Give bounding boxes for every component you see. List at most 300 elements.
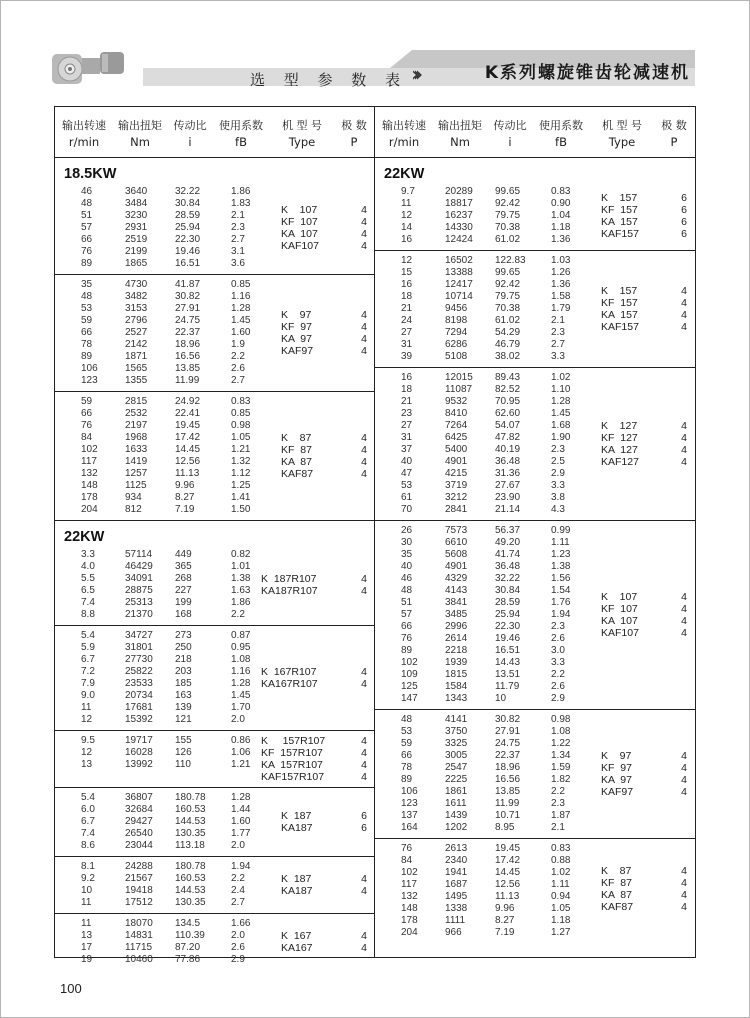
pole-count: 4 — [361, 204, 367, 216]
cell-service-factor: 1.82 — [551, 774, 571, 785]
cell-torque: 36807 — [125, 792, 153, 803]
cell-ratio: 126 — [175, 747, 192, 758]
cell-torque: 6286 — [445, 339, 468, 350]
cell-torque: 13992 — [125, 759, 153, 770]
table-row-group — [55, 182, 374, 275]
cell-ratio: 79.75 — [495, 291, 521, 302]
model-type-entry — [261, 585, 371, 597]
cell-service-factor: 2.2 — [231, 351, 245, 362]
cell-service-factor: 1.41 — [231, 492, 251, 503]
cell-service-factor: 0.94 — [551, 891, 571, 902]
model-type-entry — [261, 333, 371, 345]
cell-speed: 48 — [401, 714, 413, 725]
model-type: KA 87 — [601, 889, 632, 901]
cell-torque: 5400 — [445, 444, 468, 455]
cell-ratio: 273 — [175, 630, 192, 641]
cell-torque: 3640 — [125, 186, 148, 197]
cell-torque: 27730 — [125, 654, 153, 665]
table-row-group — [375, 182, 695, 251]
cell-torque: 57114 — [125, 549, 153, 560]
cell-ratio: 61.02 — [495, 315, 521, 326]
model-type-entry — [261, 240, 371, 252]
model-type: K 187 — [281, 810, 312, 822]
section-subtitle: 选 型 参 数 表 — [250, 71, 408, 89]
table-row-group — [55, 914, 374, 970]
cell-service-factor: 4.3 — [551, 504, 565, 515]
model-type: KA187 — [281, 885, 313, 897]
cell-ratio: 24.92 — [175, 396, 201, 407]
cell-speed: 48 — [81, 198, 93, 209]
cell-torque: 1633 — [125, 444, 148, 455]
cell-torque: 2614 — [445, 633, 468, 644]
pole-count: 4 — [361, 432, 367, 444]
pole-count: 4 — [681, 603, 687, 615]
cell-service-factor: 2.9 — [551, 468, 565, 479]
cell-ratio: 180.78 — [175, 861, 206, 872]
model-type: K 187 — [281, 873, 312, 885]
pole-count: 4 — [681, 750, 687, 762]
pole-count: 6 — [681, 216, 687, 228]
model-type: KAF97 — [281, 345, 314, 357]
cell-ratio: 99.65 — [495, 267, 521, 278]
cell-torque: 5108 — [445, 351, 468, 362]
cell-service-factor: 0.87 — [231, 630, 251, 641]
cell-speed: 30 — [401, 537, 413, 548]
cell-speed: 18 — [401, 291, 413, 302]
cell-speed: 46 — [81, 186, 93, 197]
cell-speed: 6.7 — [81, 816, 95, 827]
model-type: KA 157 — [601, 216, 638, 228]
cell-torque: 1584 — [445, 681, 468, 692]
model-type-entry — [581, 901, 691, 913]
cell-torque: 29427 — [125, 816, 153, 827]
cell-torque: 3153 — [125, 303, 148, 314]
cell-torque: 11087 — [445, 384, 473, 395]
cell-ratio: 32.22 — [175, 186, 201, 197]
header-poles: 极 数 — [661, 119, 687, 132]
cell-torque: 3482 — [125, 291, 148, 302]
cell-speed: 76 — [81, 246, 93, 257]
cell-ratio: 7.19 — [175, 504, 195, 515]
cell-torque: 2996 — [445, 621, 468, 632]
cell-speed: 27 — [401, 327, 413, 338]
model-type-entry — [261, 216, 371, 228]
cell-torque: 3212 — [445, 492, 468, 503]
pole-count: 4 — [681, 444, 687, 456]
model-type-list — [261, 182, 371, 274]
cell-service-factor: 2.1 — [231, 210, 245, 221]
cell-speed: 7.4 — [81, 828, 95, 839]
cell-torque: 16028 — [125, 747, 153, 758]
cell-service-factor: 1.86 — [231, 597, 251, 608]
cell-torque: 24288 — [125, 861, 153, 872]
cell-ratio: 99.65 — [495, 186, 521, 197]
cell-service-factor: 3.1 — [231, 246, 245, 257]
cell-speed: 53 — [81, 303, 93, 314]
cell-service-factor: 1.06 — [231, 747, 251, 758]
table-row-group — [55, 626, 374, 731]
cell-torque: 5608 — [445, 549, 468, 560]
table-header — [55, 107, 374, 158]
cell-ratio: 11.79 — [495, 681, 520, 692]
cell-service-factor: 3.6 — [231, 258, 245, 269]
cell-service-factor: 1.54 — [551, 585, 571, 596]
cell-speed: 102 — [401, 657, 418, 668]
cell-service-factor: 1.25 — [231, 480, 251, 491]
pole-count: 4 — [361, 735, 367, 747]
cell-ratio: 8.27 — [175, 492, 195, 503]
model-type-entry — [261, 930, 371, 942]
cell-speed: 84 — [401, 855, 413, 866]
model-type: K 97 — [601, 750, 632, 762]
cell-service-factor: 1.22 — [551, 738, 571, 749]
model-type-entry — [261, 942, 371, 954]
cell-torque: 2841 — [445, 504, 468, 515]
table-row-group — [375, 521, 695, 710]
cell-speed: 102 — [401, 867, 418, 878]
model-type: K 87 — [601, 865, 632, 877]
cell-service-factor: 2.1 — [551, 315, 565, 326]
cell-ratio: 268 — [175, 573, 192, 584]
model-type-list — [261, 857, 371, 913]
cell-speed: 78 — [81, 339, 93, 350]
cell-speed: 23 — [401, 408, 413, 419]
cell-ratio: 47.82 — [495, 432, 521, 443]
cell-ratio: 110 — [175, 759, 191, 770]
cell-torque: 3230 — [125, 210, 148, 221]
pole-count: 4 — [361, 942, 367, 954]
pole-count: 4 — [681, 877, 687, 889]
model-type-entry — [581, 216, 691, 228]
selection-table — [54, 106, 696, 965]
cell-service-factor: 1.08 — [551, 726, 571, 737]
cell-speed: 8.8 — [81, 609, 95, 620]
cell-torque: 16502 — [445, 255, 473, 266]
model-type: K 157R107 — [261, 735, 326, 747]
cell-ratio: 17.42 — [495, 855, 521, 866]
cell-ratio: 19.46 — [495, 633, 521, 644]
model-type-entry — [261, 810, 371, 822]
header-service-factor: 使用系数 — [539, 119, 583, 132]
cell-service-factor: 1.60 — [231, 327, 251, 338]
cell-speed: 21 — [401, 396, 413, 407]
cell-torque: 1343 — [445, 693, 468, 704]
cell-ratio: 11.99 — [175, 375, 200, 386]
cell-speed: 9.0 — [81, 690, 95, 701]
model-type-entry — [261, 432, 371, 444]
cell-ratio: 168 — [175, 609, 192, 620]
cell-service-factor: 0.85 — [231, 279, 251, 290]
cell-torque: 46429 — [125, 561, 153, 572]
cell-speed: 31 — [401, 339, 413, 350]
model-type-entry — [261, 444, 371, 456]
cell-speed: 66 — [401, 621, 413, 632]
power-rating-heading: 18.5KW — [64, 166, 117, 182]
cell-ratio: 227 — [175, 585, 192, 596]
model-type: KA 127 — [601, 444, 638, 456]
table-row-group — [55, 788, 374, 857]
cell-speed: 59 — [401, 738, 413, 749]
model-type: KAF87 — [601, 901, 634, 913]
cell-service-factor: 1.01 — [231, 561, 251, 572]
cell-speed: 4.0 — [81, 561, 95, 572]
model-type-list — [261, 626, 371, 730]
cell-speed: 8.1 — [81, 861, 95, 872]
cell-ratio: 19.45 — [495, 843, 521, 854]
pole-count: 4 — [361, 666, 367, 678]
cell-ratio: 89.43 — [495, 372, 521, 383]
cell-ratio: 41.74 — [495, 549, 521, 560]
cell-speed: 16 — [401, 279, 413, 290]
cell-speed: 123 — [401, 798, 418, 809]
cell-torque: 1439 — [445, 810, 468, 821]
pole-count: 4 — [681, 321, 687, 333]
cell-service-factor: 1.83 — [231, 198, 251, 209]
cell-service-factor: 1.04 — [551, 210, 571, 221]
model-type-entry — [581, 774, 691, 786]
model-type: KA187 — [281, 822, 313, 834]
pole-count: 4 — [361, 678, 367, 690]
cell-ratio: 38.02 — [495, 351, 521, 362]
cell-ratio: 22.37 — [495, 750, 521, 761]
cell-service-factor: 2.3 — [551, 444, 565, 455]
cell-torque: 10460 — [125, 954, 153, 965]
cell-ratio: 12.56 — [175, 456, 201, 467]
cell-speed: 117 — [81, 456, 97, 467]
cell-ratio: 365 — [175, 561, 192, 572]
cell-torque: 1419 — [125, 456, 148, 467]
cell-torque: 1257 — [125, 468, 148, 479]
cell-ratio: 36.48 — [495, 561, 521, 572]
cell-speed: 178 — [401, 915, 418, 926]
cell-ratio: 22.37 — [175, 327, 201, 338]
model-type: KF 107 — [281, 216, 318, 228]
cell-ratio: 185 — [175, 678, 192, 689]
cell-speed: 53 — [401, 480, 413, 491]
cell-torque: 10714 — [445, 291, 473, 302]
pole-count: 4 — [361, 759, 367, 771]
header-speed: 输出转速 — [62, 119, 106, 132]
cell-torque: 17681 — [125, 702, 153, 713]
model-type-entry — [581, 432, 691, 444]
cell-torque: 1111 — [445, 915, 466, 926]
cell-speed: 89 — [81, 258, 93, 269]
cell-ratio: 7.19 — [495, 927, 515, 938]
model-type: KAF107 — [281, 240, 319, 252]
cell-torque: 1338 — [445, 903, 468, 914]
model-type-entry — [261, 468, 371, 480]
cell-ratio: 110.39 — [175, 930, 205, 941]
cell-service-factor: 0.86 — [231, 735, 251, 746]
cell-ratio: 13.85 — [175, 363, 201, 374]
pole-count: 4 — [361, 771, 367, 783]
cell-service-factor: 1.18 — [551, 222, 571, 233]
cell-ratio: 9.96 — [495, 903, 515, 914]
cell-speed: 66 — [81, 408, 93, 419]
model-type-entry — [581, 321, 691, 333]
cell-speed: 7.2 — [81, 666, 95, 677]
pole-count: 4 — [681, 889, 687, 901]
cell-torque: 1939 — [445, 657, 468, 668]
cell-torque: 4901 — [445, 561, 468, 572]
cell-speed: 16 — [401, 372, 413, 383]
model-type-entry — [581, 750, 691, 762]
cell-ratio: 27.91 — [495, 726, 521, 737]
cell-torque: 11715 — [125, 942, 153, 953]
cell-torque: 4901 — [445, 456, 468, 467]
model-type-entry — [581, 865, 691, 877]
cell-ratio: 155 — [175, 735, 192, 746]
cell-service-factor: 1.87 — [551, 810, 571, 821]
cell-torque: 7573 — [445, 525, 468, 536]
unit-speed: r/min — [388, 135, 420, 149]
cell-ratio: 25.94 — [495, 609, 521, 620]
cell-service-factor: 1.11 — [551, 879, 570, 890]
cell-speed: 89 — [401, 645, 413, 656]
cell-torque: 9456 — [445, 303, 468, 314]
pole-count: 4 — [361, 573, 367, 585]
model-type-entry — [261, 735, 371, 747]
cell-torque: 3485 — [445, 609, 468, 620]
cell-speed: 8.6 — [81, 840, 95, 851]
cell-ratio: 18.96 — [175, 339, 201, 350]
cell-ratio: 25.94 — [175, 222, 201, 233]
unit-type: Type — [288, 135, 316, 149]
cell-torque: 3719 — [445, 480, 468, 491]
cell-service-factor: 1.70 — [231, 702, 251, 713]
unit-ratio: i — [508, 135, 512, 149]
cell-torque: 15392 — [125, 714, 153, 725]
cell-service-factor: 2.0 — [231, 714, 245, 725]
cell-torque: 3484 — [125, 198, 148, 209]
cell-torque: 6425 — [445, 432, 468, 443]
model-type-entry — [581, 627, 691, 639]
cell-torque: 14330 — [445, 222, 473, 233]
header-speed: 输出转速 — [382, 119, 426, 132]
model-type-list — [581, 182, 691, 250]
cell-torque: 18817 — [445, 198, 473, 209]
cell-service-factor: 2.6 — [551, 633, 565, 644]
cell-speed: 46 — [401, 573, 413, 584]
model-type-list — [261, 545, 371, 625]
model-type-entry — [261, 228, 371, 240]
pole-count: 6 — [361, 810, 367, 822]
model-type: KA 97 — [281, 333, 312, 345]
cell-service-factor: 2.2 — [551, 669, 565, 680]
cell-torque: 6610 — [445, 537, 468, 548]
pole-count: 4 — [681, 774, 687, 786]
cell-speed: 10 — [81, 885, 93, 896]
pole-count: 4 — [361, 456, 367, 468]
cell-ratio: 13.85 — [495, 786, 521, 797]
cell-service-factor: 3.3 — [551, 480, 565, 491]
cell-ratio: 70.38 — [495, 303, 521, 314]
table-row-group — [375, 368, 695, 521]
unit-speed: r/min — [68, 135, 100, 149]
cell-ratio: 27.67 — [495, 480, 521, 491]
pole-count: 6 — [361, 822, 367, 834]
cell-service-factor: 1.90 — [551, 432, 571, 443]
cell-service-factor: 1.38 — [231, 573, 251, 584]
cell-ratio: 16.56 — [175, 351, 201, 362]
cell-torque: 1355 — [125, 375, 148, 386]
cell-torque: 2613 — [445, 843, 468, 854]
cell-speed: 18 — [401, 384, 413, 395]
cell-ratio: 46.79 — [495, 339, 521, 350]
cell-service-factor: 1.26 — [551, 267, 571, 278]
cell-speed: 17 — [81, 942, 93, 953]
cell-speed: 5.5 — [81, 573, 95, 584]
pole-count: 4 — [361, 885, 367, 897]
unit-poles: P — [350, 135, 358, 149]
table-row-group — [55, 275, 374, 392]
model-type: KA 107 — [281, 228, 318, 240]
table-row-group — [55, 731, 374, 788]
cell-service-factor: 2.1 — [551, 822, 565, 833]
cell-service-factor: 1.05 — [551, 903, 571, 914]
model-type-entry — [581, 786, 691, 798]
cell-speed: 24 — [401, 315, 413, 326]
table-column-right — [375, 107, 695, 957]
model-type: KF 127 — [601, 432, 638, 444]
cell-speed: 26 — [401, 525, 413, 536]
model-type: KA187R107 — [261, 585, 318, 597]
model-type: KAF157 — [601, 321, 639, 333]
cell-ratio: 134.5 — [175, 918, 201, 929]
model-type-entry — [261, 678, 371, 690]
cell-service-factor: 3.8 — [551, 492, 565, 503]
cell-service-factor: 2.7 — [231, 375, 245, 386]
model-type-entry — [581, 285, 691, 297]
cell-service-factor: 2.0 — [231, 930, 245, 941]
cell-torque: 1968 — [125, 432, 148, 443]
cell-speed: 106 — [401, 786, 418, 797]
model-type: KA167R107 — [261, 678, 318, 690]
cell-speed: 40 — [401, 561, 413, 572]
cell-service-factor: 1.63 — [231, 585, 251, 596]
header-torque: 输出扭矩 — [438, 119, 482, 132]
cell-ratio: 30.82 — [495, 714, 521, 725]
cell-ratio: 24.75 — [175, 315, 201, 326]
cell-service-factor: 1.76 — [551, 597, 571, 608]
cell-service-factor: 1.02 — [551, 867, 571, 878]
cell-ratio: 21.14 — [495, 504, 521, 515]
cell-speed: 37 — [401, 444, 413, 455]
model-type: KF 157 — [601, 204, 638, 216]
cell-service-factor: 1.50 — [231, 504, 251, 515]
cell-ratio: 27.91 — [175, 303, 201, 314]
cell-service-factor: 2.3 — [551, 327, 565, 338]
cell-ratio: 203 — [175, 666, 192, 677]
cell-service-factor: 1.79 — [551, 303, 571, 314]
cell-ratio: 130.35 — [175, 897, 206, 908]
cell-service-factor: 2.6 — [231, 942, 245, 953]
model-type: K 157 — [601, 285, 638, 297]
cell-speed: 102 — [81, 444, 98, 455]
cell-service-factor: 1.08 — [231, 654, 251, 665]
model-type: KAF107 — [601, 627, 639, 639]
cell-torque: 12417 — [445, 279, 473, 290]
cell-torque: 2199 — [125, 246, 148, 257]
cell-service-factor: 1.28 — [231, 792, 251, 803]
model-type-list — [581, 251, 691, 367]
unit-poles: P — [670, 135, 678, 149]
cell-speed: 66 — [81, 234, 93, 245]
cell-speed: 147 — [401, 693, 418, 704]
unit-torque: Nm — [450, 135, 470, 149]
cell-torque: 2796 — [125, 315, 148, 326]
cell-service-factor: 1.44 — [231, 804, 251, 815]
